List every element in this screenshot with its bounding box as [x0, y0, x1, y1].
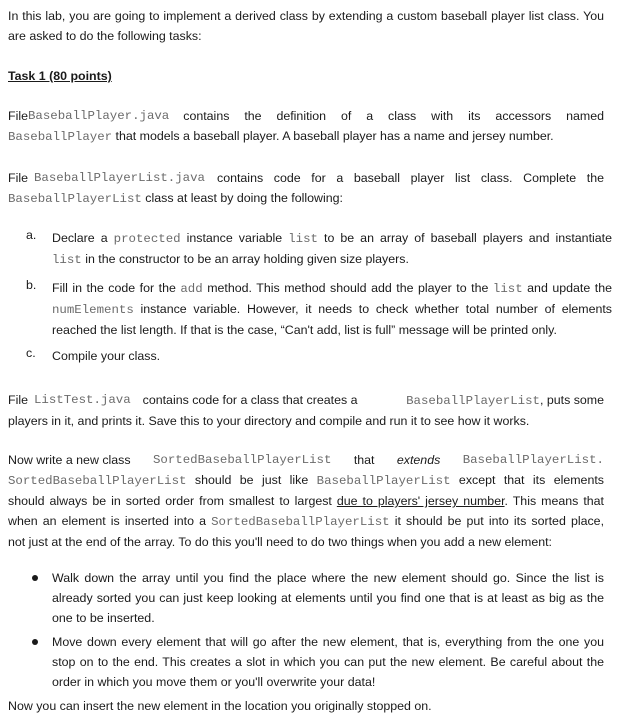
listtest-text-1: contains code for a class that creates a [142, 393, 358, 407]
baseballplayerlist-paragraph [8, 168, 604, 209]
list-code: list [52, 253, 82, 267]
listtest-line-2: players in it, and prints it. Save this to your directory and compile and run it to see how it works. [8, 414, 530, 428]
list-code: list [492, 282, 523, 296]
sorted-text-5: should always be in sorted order from smallest to largest [8, 494, 337, 508]
bullet-dot-icon [32, 575, 38, 581]
step-a-text-3: to be an array of baseball players and instantiate [317, 231, 612, 245]
step-c-marker: c. [26, 346, 36, 360]
file-word: File [8, 171, 28, 185]
step-b-text-2: method. This method should add the player to the [202, 281, 493, 295]
intro-paragraph [8, 6, 604, 46]
step-b-text-3: and update the [522, 281, 612, 295]
intro-line-2: are asked to do the following tasks: [8, 29, 202, 43]
jersey-number-underline: due to players' jersey number [336, 494, 505, 508]
bullet-item [52, 568, 604, 628]
baseballplayerlist-code: BaseballPlayerList [316, 474, 451, 488]
step-c-text: Compile your class. [52, 349, 161, 363]
step-a-text-2: instance variable [180, 231, 289, 245]
add-code: add [180, 282, 203, 296]
baseballplayerlist-code: BaseballPlayerList. [462, 453, 604, 467]
sorted-text-2: that [353, 453, 375, 467]
sorted-text-6: . This means that [504, 494, 604, 508]
step-a-marker: a. [26, 228, 37, 242]
baseballplayerlist-code: BaseballPlayerList [406, 394, 540, 408]
step-a-text-4: in the constructor to be an array holding given size players. [81, 252, 409, 266]
closing-sentence: Now you can insert the new element in the location you originally stopped on. [8, 699, 432, 713]
baseballplayer-class-code: BaseballPlayer [8, 130, 113, 144]
step-a-text-1: Declare a [52, 231, 114, 245]
sorted-text-4: except that its elements [450, 473, 604, 487]
intro-line-1: In this lab, you are going to implement a derived class by extending a custom baseball player list class. You [8, 9, 604, 23]
sorted-text-9: not just at the end of the array. To do this you'll need to do two things when you add a new element: [8, 535, 553, 549]
baseballplayer-paragraph [8, 106, 604, 147]
extends-emphasis: extends [396, 453, 441, 467]
step-a [26, 228, 612, 270]
step-b [26, 278, 612, 340]
list-mid-text: contains code for a baseball player list class. Complete the [217, 171, 604, 185]
baseballplayerlist-class-code: BaseballPlayerList [8, 192, 142, 206]
listtest-text-2: , puts some [539, 393, 604, 407]
sorted-paragraph [8, 450, 604, 552]
step-c [26, 346, 612, 366]
sortedbaseballplayerlist-code: SortedBaseballPlayerList [211, 515, 390, 529]
file-word: File [8, 393, 28, 407]
listtest-java-code: ListTest.java [33, 393, 131, 407]
bullet-dot-icon [32, 639, 38, 645]
sorted-text-7: when an element is inserted into a [8, 514, 212, 528]
player-mid-text: contains the definition of a class with its accessors named [183, 109, 604, 123]
sortedbaseballplayerlist-code: SortedBaseballPlayerList [8, 474, 187, 488]
baseballplayerlist-java-code: BaseballPlayerList.java [33, 171, 205, 185]
sorted-text-8: it should be put into its sorted place, [389, 514, 605, 528]
player-rest-text: that models a baseball player. A baseball player has a name and jersey number. [112, 129, 554, 143]
bullet-text: Move down every element that will go after the new element, that is, everything from the one you stop on to the end. This creates a slot in which you can put the new element. Be careful about the order in which you move them or you'll overwrite your data! [52, 635, 604, 689]
protected-code: protected [113, 232, 181, 246]
file-word: File [8, 109, 28, 123]
step-b-text-5: reached the list length. If that is the case, “Can't add, list is full” message will be printed only. [52, 323, 557, 337]
bullet-item [52, 632, 604, 692]
step-b-marker: b. [26, 278, 37, 292]
step-b-text-4: instance variable. However, it needs to check whether total number of elements [133, 302, 612, 316]
step-b-text-1: Fill in the code for the [52, 281, 181, 295]
sorted-text-1: Now write a new class [8, 453, 131, 467]
listtest-paragraph [8, 390, 604, 431]
list-rest-text: class at least by doing the following: [141, 191, 343, 205]
sortedbaseballplayerlist-code: SortedBaseballPlayerList [152, 453, 332, 467]
list-code: list [288, 232, 318, 246]
numelements-code: numElements [52, 303, 134, 317]
task1-heading: Task 1 (80 points) [8, 69, 112, 83]
bullet-text: Walk down the array until you find the place where the new element should go. Since the list is already sorted you can just keep looking at elements until you find one that is at least as big as the one to be inserted. [52, 571, 604, 625]
sorted-text-3: should be just like [186, 473, 317, 487]
baseballplayer-java-code: BaseballPlayer.java [27, 109, 170, 123]
